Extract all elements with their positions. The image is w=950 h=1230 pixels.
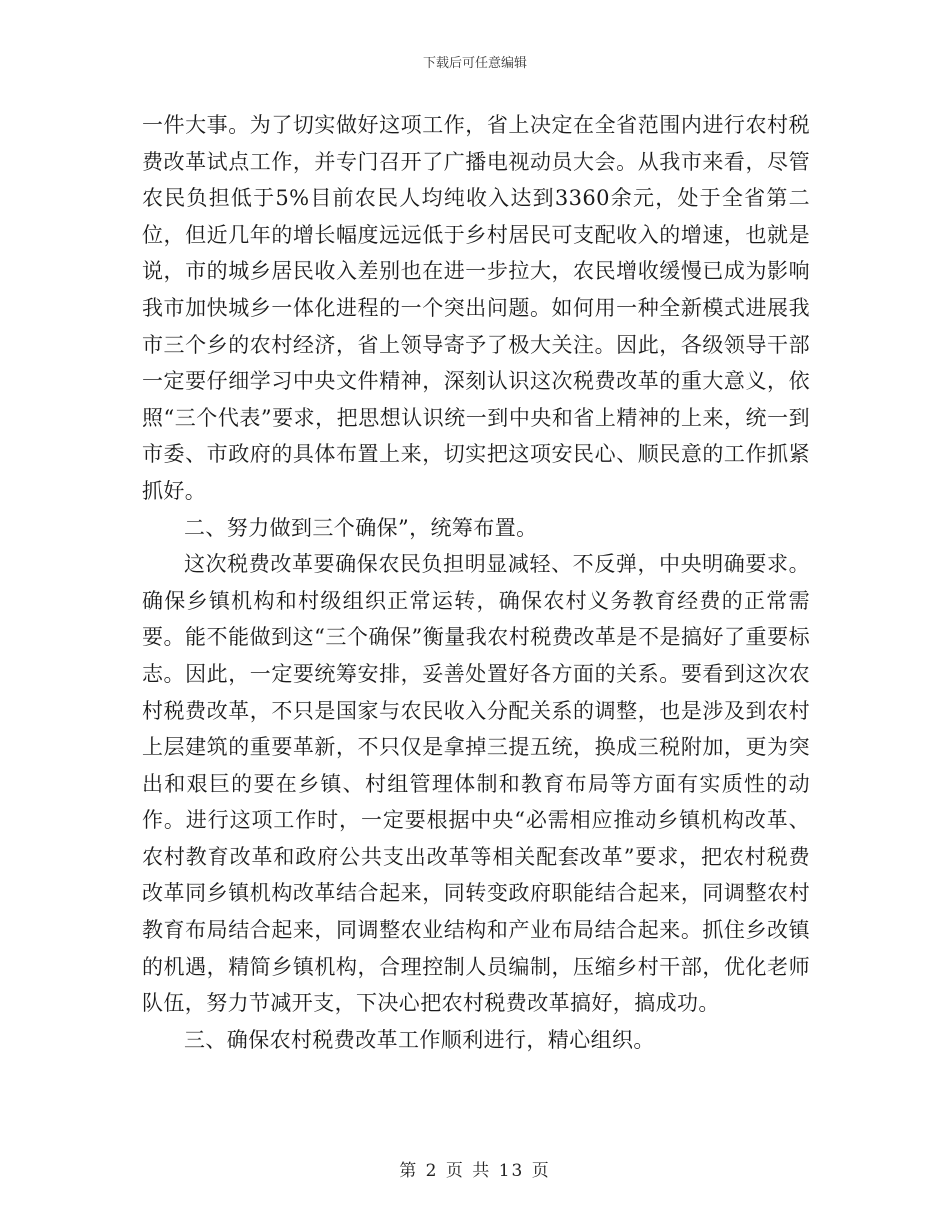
paragraph-1: 一件大事。为了切实做好这项工作，省上决定在全省范围内进行农村税费改革试点工作，并专门召开了广播电视动员大会。从我市来看，尽管农民负担低于5%目前农民人均纯收入达到3360余元，处于全省第二位，但近几年的增长幅度远远低于乡村居民可支配收入的增速，也就是说，市的城乡居民收入差别也在进一步拉大，农民增收缓慢已成为影响我市加快城乡一体化进程的一个突出问题。如何用一种全新模式进展我市三个乡的农村经济，省上领导寄予了极大关注。因此，各级领导干部一定要仔细学习中央文件精神，深刻认识这次税费改革的重大意义，依照“三个代表”要求，把思想认识统一到中央和省上精神的上来，统一到市委、市政府的具体布置上来，切实把这项安民心、顺民意的工作抓紧抓好。 — [142, 113, 810, 503]
document-body — [142, 107, 810, 1058]
page-header-note: 下载后可任意编辑 — [422, 56, 527, 71]
section-heading-3: 三、确保农村税费改革工作顺利进行，精心组织。 — [184, 1027, 655, 1052]
page-number: 第 2 页 共 13 页 — [399, 1161, 551, 1181]
paragraph-3: 这次税费改革要确保农民负担明显减轻、不反弹，中央明确要求。确保乡镇机构和村级组织正常运转，确保农村义务教育经费的正常需要。能不能做到这“三个确保”衡量我农村税费改革是不是搞好了重要标志。因此，一定要统筹安排，妥善处置好各方面的关系。要看到这次农村税费改革，不只是国家与农民收入分配关系的调整，也是涉及到农村上层建筑的重要革新，不只仅是拿掉三提五统，换成三税附加，更为突出和艰巨的要在乡镇、村组管理体制和教育布局等方面有实质性的动作。进行这项工作时，一定要根据中央“必需相应推动乡镇机构改革、农村教育改革和政府公共支出改革等相关配套改革”要求，把农村税费改革同乡镇机构改革结合起来，同转变政府职能结合起来，同调整农村教育布局结合起来，同调整农业结构和产业布局结合起来。抓住乡改镇的机遇，精简乡镇机构，合理控制人员编制，压缩乡村干部，优化老师队伍，努力节减开支，下决心把农村税费改革搞好，搞成功。 — [142, 552, 810, 1016]
section-heading-2: 二、努力做到三个确保”，统筹布置。 — [184, 515, 538, 540]
